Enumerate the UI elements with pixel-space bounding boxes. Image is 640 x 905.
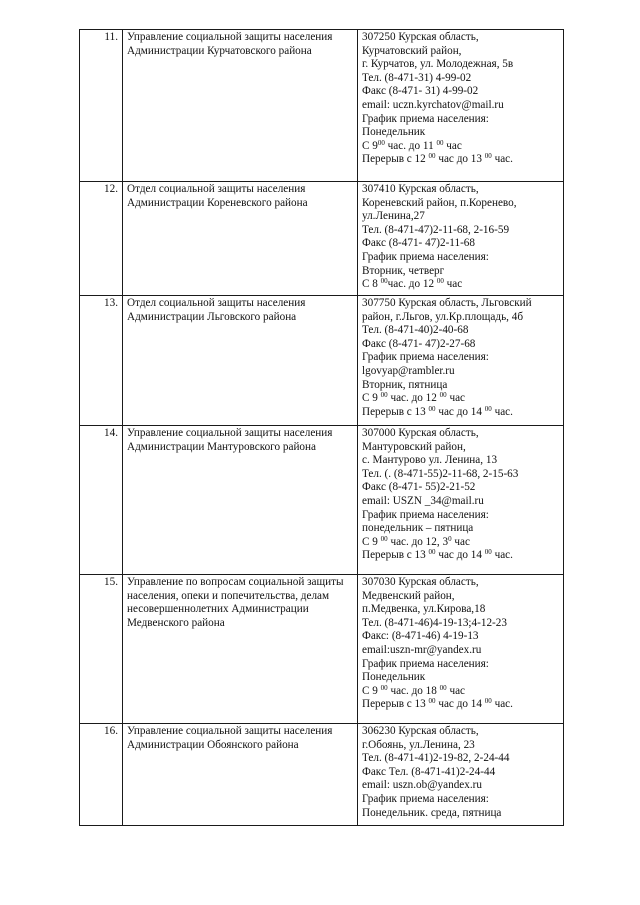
organization-name: Отдел социальной защиты населения Администрации Кореневского района xyxy=(123,182,358,296)
reception-hours: С 8 $^{00}$час. до 12 $^{00}$ час xyxy=(362,277,463,291)
reception-hours: С 9 $^{00}$ час. до 12, $3^0$ час xyxy=(362,534,470,548)
email: email: uszn.ob@yandex.ru xyxy=(362,779,482,792)
reception-days: Вторник, четверг xyxy=(362,264,445,277)
break-hours: Перерыв с 13 $^{00}$ час до 14 $^{00}$ час. xyxy=(362,548,513,562)
row-number: 15. xyxy=(80,575,123,724)
row-number: 16. xyxy=(80,724,123,826)
fax: Факс: (8-471-46) 4-19-13 xyxy=(362,630,479,643)
reception-days: понедельник – пятница xyxy=(362,522,474,535)
contact-details xyxy=(358,724,564,826)
email: email:uszn-mr@yandex.ru xyxy=(362,643,482,656)
contact-details xyxy=(358,182,564,296)
schedule-label: График приема населения: xyxy=(362,657,489,670)
schedule-label: График приема населения: xyxy=(362,112,489,125)
address-line: п.Медвенка, ул.Кирова,18 xyxy=(362,603,486,616)
table-row xyxy=(80,575,564,724)
contact-details xyxy=(358,296,564,426)
reception-days: Понедельник. среда, пятница xyxy=(362,806,502,819)
schedule-label: График приема населения: xyxy=(362,351,489,364)
phone: Тел. (8-471-41)2-19-82, 2-24-44 xyxy=(362,752,510,765)
address-line: район, г.Льгов, ул.Кр.площадь, 4б xyxy=(362,310,524,323)
address-line: Медвенский район, xyxy=(362,589,455,602)
table-row xyxy=(80,296,564,426)
fax: Факс (8-471- 55)2-21-52 xyxy=(362,481,476,494)
organization-name: Отдел социальной защиты населения Администрации Льговского района xyxy=(123,296,358,426)
address-line: 307750 Курская область, Льговский xyxy=(362,297,532,309)
address-line: Кореневский район, п.Коренево, xyxy=(362,196,517,209)
address-line: с. Мантурово ул. Ленина, 13 xyxy=(362,454,498,467)
reception-days: Понедельник xyxy=(362,671,426,684)
contact-details xyxy=(358,426,564,575)
reception-hours: С 9 $^{00}$ час. до 12 $^{00}$ час xyxy=(362,391,466,405)
social-protection-offices-table xyxy=(79,29,564,826)
address-line: 306230 Курская область, xyxy=(362,725,479,737)
address-line: 307410 Курская область, xyxy=(362,183,479,195)
schedule-label: График приема населения: xyxy=(362,508,489,521)
phone: Тел. (8-471-40)2-40-68 xyxy=(362,324,469,337)
phone: Тел. (. (8-471-55)2-11-68, 2-15-63 xyxy=(362,467,519,480)
email: lgovyap@rambler.ru xyxy=(362,364,455,377)
phone: Тел. (8-471-46)4-19-13;4-12-23 xyxy=(362,616,507,629)
address-line: Мантуровский район, xyxy=(362,440,466,453)
fax: Факс (8-471- 47)2-27-68 xyxy=(362,337,476,350)
contact-details xyxy=(358,30,564,182)
table-row xyxy=(80,182,564,296)
reception-hours: С 9 $^{00}$ час. до 18 $^{00}$ час xyxy=(362,683,466,697)
table-row xyxy=(80,724,564,826)
email: email: USZN _34@mail.ru xyxy=(362,494,484,507)
organization-name: Управление социальной защиты населения Администрации Мантуровского района xyxy=(123,426,358,575)
fax: Факс (8-471- 47)2-11-68 xyxy=(362,237,475,250)
contact-details xyxy=(358,575,564,724)
break-hours: Перерыв с 12 $^{00}$ час до 13 $^{00}$ час. xyxy=(362,152,513,166)
reception-days: Понедельник xyxy=(362,126,426,139)
address-line: 307000 Курская область, xyxy=(362,427,479,439)
fax: Факс (8-471- 31) 4-99-02 xyxy=(362,85,479,98)
address-line: г.Обоянь, ул.Ленина, 23 xyxy=(362,738,475,751)
address-line: 307250 Курская область, xyxy=(362,31,479,43)
phone: Тел. (8-471-31) 4-99-02 xyxy=(362,71,472,84)
address-line: Курчатовский район, xyxy=(362,44,462,57)
row-number: 13. xyxy=(80,296,123,426)
address-line: г. Курчатов, ул. Молодежная, 5в xyxy=(362,58,514,71)
organization-name: Управление по вопросам социальной защиты населения, опеки и попечительства, делам несовершеннолетних Администрации Медвенского района xyxy=(123,575,358,724)
phone: Тел. (8-471-47)2-11-68, 2-16-59 xyxy=(362,223,510,236)
table-row xyxy=(80,30,564,182)
schedule-label: График приема населения: xyxy=(362,792,489,805)
fax: Факс Тел. (8-471-41)2-24-44 xyxy=(362,765,496,778)
address-line: 307030 Курская область, xyxy=(362,576,479,588)
organization-name: Управление социальной защиты населения Администрации Курчатовского района xyxy=(123,30,358,182)
reception-days: Вторник, пятница xyxy=(362,378,448,391)
break-hours: Перерыв с 13 $^{00}$ час до 14 $^{00}$ час. xyxy=(362,404,513,418)
row-number: 11. xyxy=(80,30,123,182)
row-number: 14. xyxy=(80,426,123,575)
email: email: uczn.kyrchatov@mail.ru xyxy=(362,98,504,111)
address-line: ул.Ленина,27 xyxy=(362,210,425,223)
break-hours: Перерыв с 13 $^{00}$ час до 14 $^{00}$ час. xyxy=(362,697,513,711)
schedule-label: График приема населения: xyxy=(362,250,489,263)
row-number: 12. xyxy=(80,182,123,296)
organization-name: Управление социальной защиты населения Администрации Обоянского района xyxy=(123,724,358,826)
table-row xyxy=(80,426,564,575)
reception-hours: С $9^{00}$ час. до 11 $^{00}$ час xyxy=(362,138,462,152)
